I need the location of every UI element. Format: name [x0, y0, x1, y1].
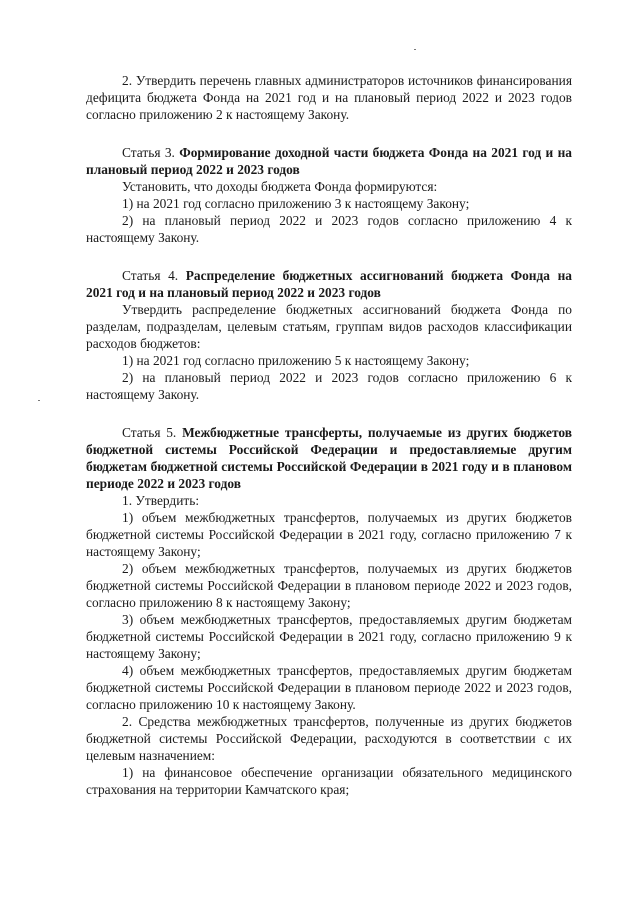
article-5-heading — [86, 424, 572, 492]
article-4-paragraph-1: Утвердить распределение бюджетных ассигнований бюджета Фонда по разделам, подразделам, целевым статьям, группам видов расходов классификации расходов бюджетов: — [86, 302, 572, 351]
article-5-item-4: 4) объем межбюджетных трансфертов, предоставляемых другим бюджетам бюджетной системы Российской Федерации в плановом периоде 2022 и 2023 годов, согласно приложению 10 к настоящему Закону. — [86, 663, 572, 712]
article-5-item-3: 3) объем межбюджетных трансфертов, предоставляемых другим бюджетам бюджетной системы Российской Федерации в 2021 году, согласно приложению 9 к настоящему Закону; — [86, 612, 572, 661]
article-3-item-1: 1) на 2021 год согласно приложению 3 к настоящему Закону; — [122, 196, 470, 211]
article-3-heading — [86, 144, 572, 178]
article-3-paragraph-1: Установить, что доходы бюджета Фонда формируются: — [122, 179, 438, 194]
article-4-label: Статья 4. — [122, 268, 179, 283]
article-4-item-1: 1) на 2021 год согласно приложению 5 к настоящему Закону; — [122, 353, 470, 368]
article-4-heading — [86, 267, 572, 301]
article-5-paragraph-2-item-1: 1) на финансовое обеспечение организации обязательного медицинского страхования на территории Камчатского края; — [86, 765, 572, 797]
article-5-label: Статья 5. — [122, 425, 177, 440]
article-3-label: Статья 3. — [122, 145, 175, 160]
paragraph-approve-sources-list: 2. Утвердить перечень главных администраторов источников финансирования дефицита бюджета Фонда на 2021 год и на плановый период 2022 и 2023 годов согласно приложению 2 к настоящему Закону. — [86, 73, 572, 122]
article-3-title: Формирование доходной части бюджета Фонда на 2021 год и на плановый период 2022 и 2023 годов — [86, 145, 572, 177]
article-4-item-2: 2) на плановый период 2022 и 2023 годов согласно приложению 6 к настоящему Закону. — [86, 370, 572, 402]
article-5-paragraph-2: 2. Средства межбюджетных трансфертов, полученные из других бюджетов бюджетной системы Российской Федерации, расходуются в соответствии с их целевым назначением: — [86, 714, 572, 763]
article-4-title: Распределение бюджетных ассигнований бюджета Фонда на 2021 год и на плановый период 2022 и 2023 годов — [86, 268, 572, 300]
scan-speck — [414, 49, 416, 50]
scan-speck — [38, 400, 40, 401]
article-3-item-2: 2) на плановый период 2022 и 2023 годов согласно приложению 4 к настоящему Закону. — [86, 213, 572, 245]
article-5-paragraph-1: 1. Утвердить: — [122, 493, 200, 508]
article-5-title: Межбюджетные трансферты, получаемые из других бюджетов бюджетной системы Российской Федерации и предоставляемые другим бюджетам бюджетной системы Российской Федерации в 2021 году и в плановом периоде 2022 и 2023 годов — [86, 425, 572, 491]
article-5-item-1: 1) объем межбюджетных трансфертов, получаемых из других бюджетов бюджетной системы Российской Федерации в 2021 году, согласно приложению 7 к настоящему Закону; — [86, 510, 572, 559]
article-5-item-2: 2) объем межбюджетных трансфертов, получаемых из других бюджетов бюджетной системы Российской Федерации в плановом периоде 2022 и 2023 годов, согласно приложению 8 к настоящему Закону; — [86, 561, 572, 610]
